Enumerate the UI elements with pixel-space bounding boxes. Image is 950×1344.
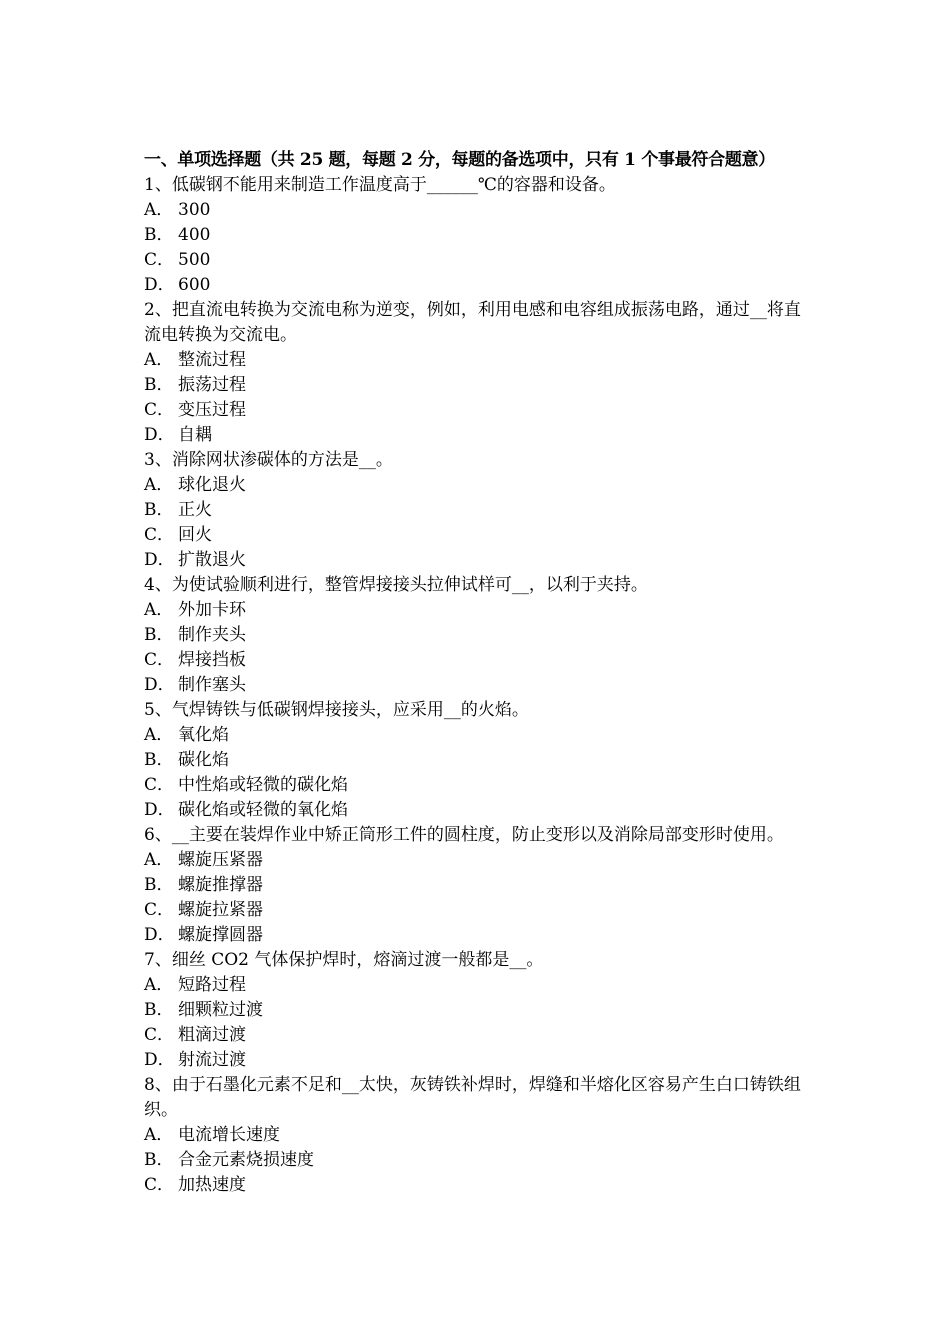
answer-option — [144, 523, 810, 548]
option-text: 合金元素烧损速度 — [178, 1150, 314, 1170]
option-letter: D． — [144, 550, 175, 570]
question-item — [144, 448, 810, 573]
option-letter: C． — [144, 900, 175, 920]
option-text: 正火 — [178, 500, 212, 520]
option-text: 焊接挡板 — [178, 650, 246, 670]
question-list — [144, 173, 810, 1198]
answer-option — [144, 648, 810, 673]
answer-option — [144, 798, 810, 823]
option-letter: D． — [144, 925, 175, 945]
option-letter: A． — [144, 1125, 174, 1145]
option-text: 变压过程 — [178, 400, 246, 420]
option-letter: B． — [144, 1000, 174, 1020]
answer-option — [144, 1148, 810, 1173]
question-text: 2、把直流电转换为交流电称为逆变，例如，利用电感和电容组成振荡电路，通过__将直流电转换为交流电。 — [144, 300, 801, 345]
option-text: 短路过程 — [178, 975, 246, 995]
option-text: 扩散退火 — [178, 550, 246, 570]
option-letter: C． — [144, 1175, 175, 1195]
option-letter: B． — [144, 375, 174, 395]
option-letter: A． — [144, 975, 174, 995]
answer-option — [144, 1023, 810, 1048]
answer-option — [144, 198, 810, 223]
option-letter: D． — [144, 800, 175, 820]
answer-option — [144, 348, 810, 373]
option-text: 粗滴过渡 — [178, 1025, 246, 1045]
answer-option — [144, 673, 810, 698]
option-text: 自耦 — [178, 425, 212, 445]
option-letter: B． — [144, 225, 174, 245]
option-text: 射流过渡 — [178, 1050, 246, 1070]
option-letter: D． — [144, 675, 175, 695]
question-text: 5、气焊铸铁与低碳钢焊接接头，应采用__的火焰。 — [144, 700, 529, 720]
answer-option — [144, 723, 810, 748]
question-item — [144, 298, 810, 448]
question-item — [144, 948, 810, 1073]
answer-option — [144, 1123, 810, 1148]
option-letter: C． — [144, 250, 175, 270]
option-letter: A． — [144, 350, 174, 370]
option-letter: B． — [144, 500, 174, 520]
answer-option — [144, 423, 810, 448]
section-heading: 一、单项选择题（共 25 题，每题 2 分，每题的备选项中，只有 1 个事最符合题意） — [144, 150, 775, 170]
option-letter: C． — [144, 650, 175, 670]
option-text: 回火 — [178, 525, 212, 545]
question-item — [144, 698, 810, 823]
option-text: 细颗粒过渡 — [178, 1000, 263, 1020]
option-letter: C． — [144, 775, 175, 795]
answer-option — [144, 923, 810, 948]
option-text: 中性焰或轻微的碳化焰 — [178, 775, 348, 795]
option-letter: C． — [144, 525, 175, 545]
option-letter: A． — [144, 850, 174, 870]
question-item — [144, 573, 810, 698]
option-text: 螺旋推撑器 — [178, 875, 263, 895]
answer-option — [144, 973, 810, 998]
answer-option — [144, 898, 810, 923]
answer-option — [144, 998, 810, 1023]
answer-option — [144, 598, 810, 623]
question-text: 7、细丝 CO2 气体保护焊时，熔滴过渡一般都是__。 — [144, 950, 544, 970]
option-letter: C． — [144, 1025, 175, 1045]
option-letter: D． — [144, 425, 175, 445]
option-letter: A． — [144, 475, 174, 495]
option-letter: C． — [144, 400, 175, 420]
option-letter: A． — [144, 725, 174, 745]
option-text: 碳化焰 — [178, 750, 229, 770]
option-text: 螺旋拉紧器 — [178, 900, 263, 920]
option-letter: B． — [144, 875, 174, 895]
option-letter: B． — [144, 750, 174, 770]
answer-option — [144, 248, 810, 273]
option-letter: D． — [144, 1050, 175, 1070]
answer-option — [144, 873, 810, 898]
question-text: 1、低碳钢不能用来制造工作温度高于______℃的容器和设备。 — [144, 175, 616, 195]
answer-option — [144, 623, 810, 648]
option-text: 整流过程 — [178, 350, 246, 370]
question-item — [144, 173, 810, 298]
option-text: 氧化焰 — [178, 725, 229, 745]
option-letter: B． — [144, 1150, 174, 1170]
answer-option — [144, 398, 810, 423]
option-text: 制作塞头 — [178, 675, 246, 695]
question-text: 4、为使试验顺利进行，整管焊接接头拉伸试样可__，以利于夹持。 — [144, 575, 648, 595]
option-letter: A． — [144, 600, 174, 620]
answer-option — [144, 498, 810, 523]
document-page — [144, 148, 810, 1198]
answer-option — [144, 1048, 810, 1073]
answer-option — [144, 273, 810, 298]
option-text: 外加卡环 — [178, 600, 246, 620]
question-text: 3、消除网状渗碳体的方法是__。 — [144, 450, 393, 470]
option-text: 加热速度 — [178, 1175, 246, 1195]
question-item — [144, 823, 810, 948]
answer-option — [144, 223, 810, 248]
question-text: 8、由于石墨化元素不足和__太快，灰铸铁补焊时，焊缝和半熔化区容易产生白口铸铁组织。 — [144, 1075, 801, 1120]
answer-option — [144, 1173, 810, 1198]
option-text: 制作夹头 — [178, 625, 246, 645]
option-text: 碳化焰或轻微的氧化焰 — [178, 800, 348, 820]
question-text: 6、__主要在装焊作业中矫正筒形工件的圆柱度，防止变形以及消除局部变形时使用。 — [144, 825, 784, 845]
option-letter: A． — [144, 200, 174, 220]
question-item — [144, 1073, 810, 1198]
option-text: 螺旋撑圆器 — [178, 925, 263, 945]
option-text: 400 — [178, 225, 211, 245]
answer-option — [144, 748, 810, 773]
option-text: 电流增长速度 — [178, 1125, 280, 1145]
option-text: 球化退火 — [178, 475, 246, 495]
answer-option — [144, 773, 810, 798]
option-text: 螺旋压紧器 — [178, 850, 263, 870]
answer-option — [144, 473, 810, 498]
option-text: 振荡过程 — [178, 375, 246, 395]
answer-option — [144, 548, 810, 573]
option-letter: B． — [144, 625, 174, 645]
answer-option — [144, 848, 810, 873]
option-text: 300 — [178, 200, 211, 220]
option-letter: D． — [144, 275, 175, 295]
answer-option — [144, 373, 810, 398]
option-text: 500 — [178, 250, 211, 270]
option-text: 600 — [178, 275, 211, 295]
